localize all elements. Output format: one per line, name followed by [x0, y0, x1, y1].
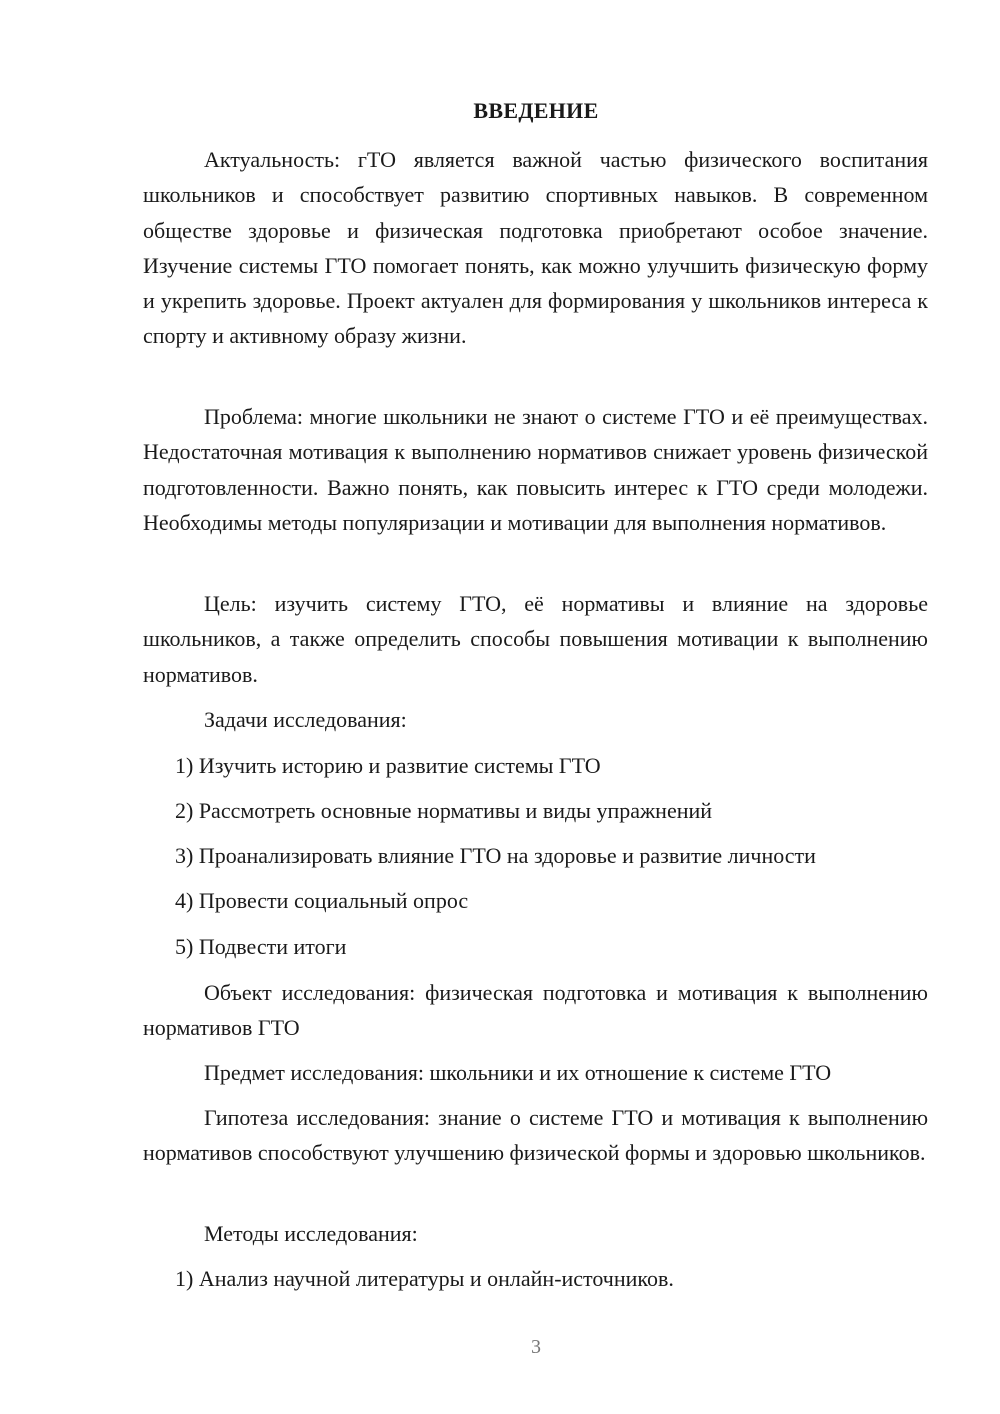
object-paragraph: Объект исследования: физическая подготовка и мотивация к выполнению нормативов ГТО [143, 980, 928, 1041]
goal-paragraph: Цель: изучить систему ГТО, её нормативы и влияние на здоровье школьников, а также определить способы повышения мотивации к выполнению нормативов. [143, 591, 928, 687]
subject-paragraph: Предмет исследования: школьники и их отношение к системе ГТО [204, 1060, 832, 1085]
task-item: 3) Проанализировать влияние ГТО на здоровье и развитие личности [175, 843, 816, 868]
tasks-heading: Задачи исследования: [204, 707, 407, 732]
task-item: 4) Провести социальный опрос [175, 888, 469, 913]
problem-paragraph: Проблема: многие школьники не знают о системе ГТО и её преимуществах. Недостаточная мотивация к выполнению нормативов снижает уровень физической подготовленности. Важно понять, как повысить интерес к ГТО среди молодежи. Необходимы методы популяризации и мотивации для выполнения нормативов. [143, 404, 928, 535]
task-item: 5) Подвести итоги [175, 934, 347, 959]
relevance-paragraph: Актуальность: гТО является важной частью физического воспитания школьников и способствует развитию спортивных навыков. В современном обществе здоровье и физическая подготовка приобретают особое значение. Изучение системы ГТО помогает понять, как можно улучшить физическую форму и укрепить здоровье. Проект актуален для формирования у школьников интереса к спорту и активному образу жизни. [143, 147, 928, 349]
section-title: ВВЕДЕНИЕ [473, 98, 599, 123]
task-item: 2) Рассмотреть основные нормативы и виды упражнений [175, 798, 713, 823]
hypothesis-paragraph: Гипотеза исследования: знание о системе ГТО и мотивация к выполнению нормативов способствуют улучшению физической формы и здоровью школьников. [143, 1105, 928, 1166]
page-number: 3 [531, 1336, 541, 1358]
task-item: 1) Изучить историю и развитие системы ГТО [175, 753, 601, 778]
methods-heading: Методы исследования: [204, 1221, 418, 1246]
method-item: 1) Анализ научной литературы и онлайн-источников. [175, 1266, 674, 1291]
